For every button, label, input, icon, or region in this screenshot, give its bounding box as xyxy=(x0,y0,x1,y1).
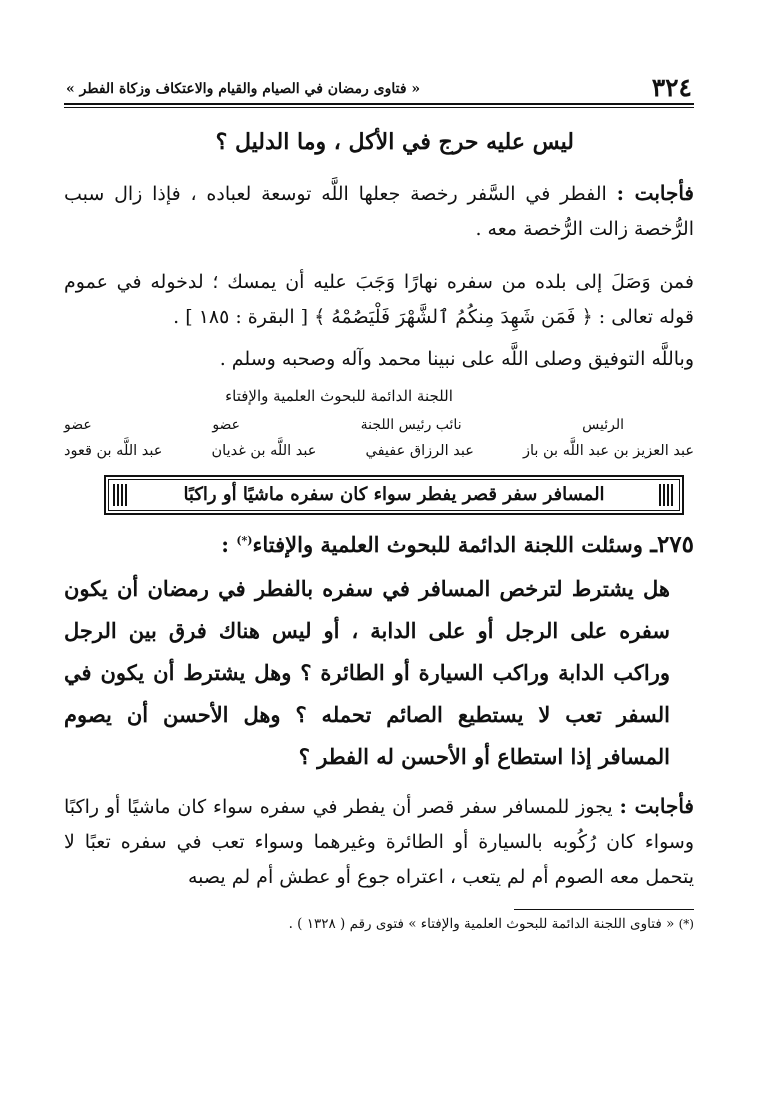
banner-frame xyxy=(108,479,680,511)
footnote-reference: (*) xyxy=(236,533,253,547)
signatory-name: عبد العزيز بن عبد اللَّه بن باز xyxy=(522,442,694,459)
banner-title: المسافر سفر قصر يفطر سواء كان سفره ماشيًا أو راكبًا xyxy=(183,484,605,506)
answer-2 xyxy=(64,788,694,895)
closing-line: وباللَّه التوفيق وصلى اللَّه على نبينا محمد وآله وصحبه وسلم . xyxy=(219,347,694,370)
book-page xyxy=(64,56,694,932)
signatory-name: عبد اللَّه بن غديان xyxy=(211,442,317,459)
fatwa-number: ٢٧٥ـ xyxy=(650,530,694,558)
banner-ornament-right-icon xyxy=(659,484,675,506)
banner-ornament-left-icon xyxy=(113,484,129,506)
footnote-rule xyxy=(514,909,694,910)
page-number: ٣٢٤ xyxy=(651,73,692,102)
answer-2-text: يجوز للمسافر سفر قصر أن يفطر في سفره سواء كان ماشيًا أو راكبًا وسواء كان رُكُوبه بالسيارة أو الطائرة وغيرهما وسواء تعب في سفره تعبًا لا يتحمل معه الصوم أم لم يتعب ، اعتراه جوع أو عطش أم لم يصبه xyxy=(64,795,694,888)
question-2: هل يشترط لترخص المسافر في سفره بالفطر في رمضان أن يكون سفره على الرجل أو على الدابة ، أو ليس هناك فرق بين الرجل وراكب الدابة وراكب السيارة أو الطائرة ؟ وهل يشترط أن يكون في السفر تعب لا يستطيع الصائم تحمله ؟ وهل الأحسن أن يصوم المسافر إذا استطاع أو الأحسن له الفطر ؟ xyxy=(64,575,670,769)
answer-1 xyxy=(64,175,694,247)
signatory-title: نائب رئيس اللجنة xyxy=(360,416,462,433)
running-title: « فتاوى رمضان في الصيام والقيام والاعتكاف وزكاة الفطر » xyxy=(66,81,421,98)
committee-name: اللجنة الدائمة للبحوث العلمية والإفتاء xyxy=(225,386,453,405)
page-header xyxy=(64,56,694,100)
signatory-name: عبد الرزاق عفيفي xyxy=(365,442,474,459)
paragraph-2: فمن وَصَلَ إلى بلده من سفره نهارًا وَجَبَ عليه أن يمسك ؛ لدخوله في عموم قوله تعالى : ﴿ فَمَن شَهِدَ مِنكُمُ ٱلشَّهْرَ فَلْيَصُمْهُ ﴾ [ البقرة : ١٨٥ ] . xyxy=(64,271,694,329)
footnote-marker: (*) xyxy=(678,917,694,932)
header-rule xyxy=(64,103,694,105)
answer-1-text: الفطر في السَّفر رخصة جعلها اللَّه توسعة لعباده ، فإذا زال سبب الرُّخصة زالت الرُّخصة معه . xyxy=(64,183,694,241)
footnote-text: « فتاوى اللجنة الدائمة للبحوث العلمية والإفتاء » فتوى رقم ( ١٣٢٨ ) . xyxy=(288,916,679,933)
fatwa-heading xyxy=(64,531,694,558)
answer-1-lead: فأجابت : xyxy=(616,181,694,205)
signatory-titles xyxy=(64,417,694,433)
answer-2-lead: فأجابت : xyxy=(619,793,694,818)
question-1-tail: ليس عليه حرج في الأكل ، وما الدليل ؟ xyxy=(215,129,574,155)
fatwa-heading-colon: : xyxy=(221,531,237,557)
footnote xyxy=(64,916,694,932)
section-banner xyxy=(104,475,684,515)
signatory-title: عضو xyxy=(212,416,241,433)
header-rule-thin xyxy=(64,107,694,108)
signatory-names xyxy=(64,443,694,459)
fatwa-heading-text: وسئلت اللجنة الدائمة للبحوث العلمية والإفتاء xyxy=(252,531,651,557)
signatory-name: عبد اللَّه بن قعود xyxy=(64,442,163,459)
signatory-title: عضو xyxy=(64,416,92,433)
signatory-title: الرئيس xyxy=(582,416,624,433)
